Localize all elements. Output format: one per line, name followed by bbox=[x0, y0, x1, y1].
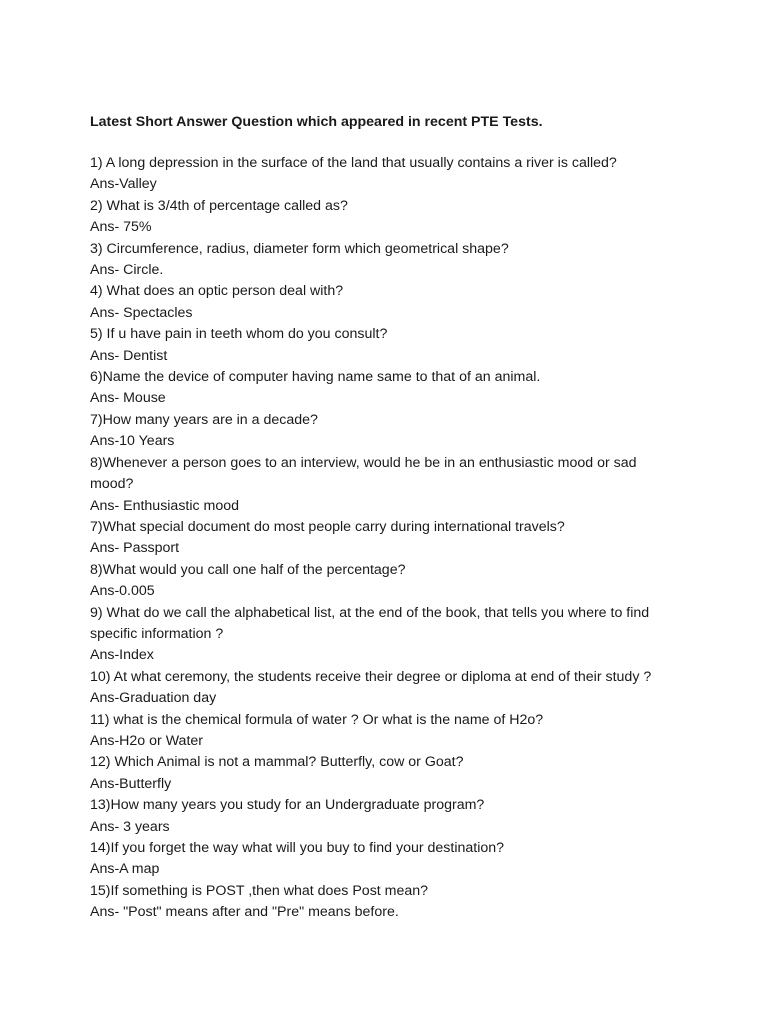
answer-text: Ans-Graduation day bbox=[90, 690, 217, 707]
qa-item bbox=[90, 367, 675, 410]
answer-text: Ans-10 Years bbox=[90, 433, 175, 450]
question-text: 4) What does an optic person deal with? bbox=[90, 283, 344, 300]
qa-list bbox=[90, 153, 675, 924]
qa-item bbox=[90, 710, 675, 753]
question-text: 12) Which Animal is not a mammal? Butterfly, cow or Goat? bbox=[90, 754, 464, 771]
qa-item bbox=[90, 752, 675, 795]
document-title: Latest Short Answer Question which appeared in recent PTE Tests. bbox=[90, 114, 543, 130]
answer-text: Ans- Mouse bbox=[90, 390, 166, 407]
qa-item bbox=[90, 239, 675, 282]
qa-item bbox=[90, 838, 675, 881]
answer-text: Ans- Passport bbox=[90, 540, 180, 557]
qa-item bbox=[90, 603, 675, 667]
question-text: 8)What would you call one half of the percentage? bbox=[90, 561, 406, 578]
answer-text: Ans- Circle. bbox=[90, 262, 164, 279]
qa-item bbox=[90, 560, 675, 603]
qa-item bbox=[90, 410, 675, 453]
question-text: 8)Whenever a person goes to an interview, would he be in an enthusiastic mood or sad mood? bbox=[90, 454, 637, 493]
qa-item bbox=[90, 453, 675, 517]
qa-item bbox=[90, 881, 675, 924]
answer-text: Ans-Butterfly bbox=[90, 775, 172, 792]
question-text: 15)If something is POST ,then what does Post mean? bbox=[90, 882, 429, 899]
answer-text: Ans- Dentist bbox=[90, 347, 168, 364]
qa-item bbox=[90, 517, 675, 560]
answer-text: Ans-A map bbox=[90, 861, 160, 878]
qa-item bbox=[90, 667, 675, 710]
question-text: 9) What do we call the alphabetical list, at the end of the book, that tells you where to find specific information ? bbox=[90, 604, 650, 642]
question-text: 11) what is the chemical formula of water ? Or what is the name of H2o? bbox=[90, 711, 544, 728]
answer-text: Ans- Enthusiastic mood bbox=[90, 497, 240, 514]
question-text: 1) A long depression in the surface of the land that usually contains a river is called? bbox=[90, 155, 617, 171]
question-text: 7)What special document do most people carry during international travels? bbox=[90, 518, 565, 535]
answer-text: Ans- "Post" means after and "Pre" means before. bbox=[90, 904, 399, 921]
qa-item bbox=[90, 795, 675, 838]
question-text: 5) If u have pain in teeth whom do you consult? bbox=[90, 326, 388, 343]
question-text: 13)How many years you study for an Undergraduate program? bbox=[90, 797, 485, 814]
question-text: 2) What is 3/4th of percentage called as? bbox=[90, 197, 348, 214]
answer-text: Ans-0.005 bbox=[90, 583, 155, 600]
answer-text: Ans- 75% bbox=[90, 219, 152, 236]
qa-item bbox=[90, 153, 675, 196]
qa-item bbox=[90, 281, 675, 324]
qa-item bbox=[90, 324, 675, 367]
answer-text: Ans-Valley bbox=[90, 176, 157, 193]
answer-text: Ans-H2o or Water bbox=[90, 732, 204, 749]
question-text: 10) At what ceremony, the students receive their degree or diploma at end of their study ? bbox=[90, 668, 652, 685]
qa-item bbox=[90, 196, 675, 239]
question-text: 3) Circumference, radius, diameter form which geometrical shape? bbox=[90, 240, 509, 257]
answer-text: Ans- Spectacles bbox=[90, 304, 193, 321]
answer-text: Ans-Index bbox=[90, 647, 154, 664]
question-text: 14)If you forget the way what will you buy to find your destination? bbox=[90, 840, 505, 856]
question-text: 7)How many years are in a decade? bbox=[90, 411, 318, 428]
question-text: 6)Name the device of computer having name same to that of an animal. bbox=[90, 369, 541, 386]
answer-text: Ans- 3 years bbox=[90, 818, 170, 835]
